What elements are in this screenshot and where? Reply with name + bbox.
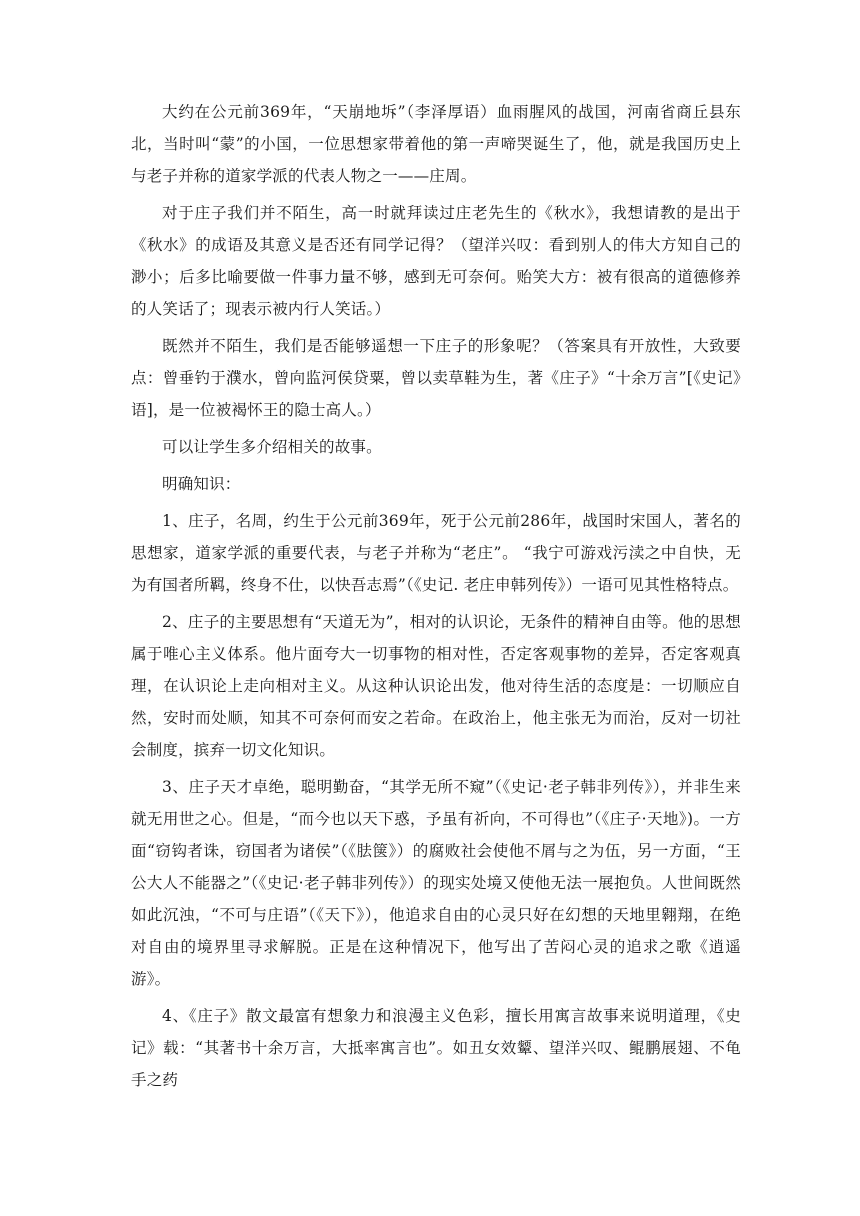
paragraph-intro: 大约在公元前369年，“天崩地坼”（李泽厚语）血雨腥风的战国，河南省商丘县东北，当时叫“蒙”的小国，一位思想家带着他的第一声啼哭诞生了，他，就是我国历史上与老子并称的道家学派的代表人物之一——庄周。 <box>131 103 741 185</box>
paragraph-point-4: 4、《庄子》散文最富有想象力和浪漫主义色彩，擅长用寓言故事来说明道理，《史记》载：“其著书十余万言，大抵率寓言也”。如丑女效颦、望洋兴叹、鲲鹏展翅、不龟手之药 <box>131 1007 741 1089</box>
paragraph-point-1: 1、庄子，名周，约生于公元前369年，死于公元前286年，战国时宋国人，著名的思想家，道家学派的重要代表，与老子并称为“老庄”。 “我宁可游戏污渎之中自快，无为有国者所羁，终身不仕，以快吾志焉”（《史记. 老庄申韩列传》）一语可见其性格特点。 <box>131 512 741 594</box>
paragraph-point-3: 3、庄子天才卓绝，聪明勤奋，“其学无所不窥”（《史记·老子韩非列传》），并非生来就无用世之心。但是，“而今也以天下惑，予虽有祈向，不可得也”（《庄子·天地》)。一方面“窃钩者诛，窃国者为诸侯”（《胠箧》）的腐败社会使他不屑与之为伍，另一方面，“王公大人不能器之”（《史记·老子韩非列传》）的现实处境又使他无法一展抱负。人世间既然如此沉浊，“不可与庄语”（《天下》），他追求自由的心灵只好在幻想的天地里翱翔，在绝对自由的境界里寻求解脱。正是在这种情况下，他写出了苦闷心灵的追求之歌《逍遥游》。 <box>131 778 741 988</box>
document-body <box>131 96 741 1101</box>
paragraph-point-2: 2、庄子的主要思想有“天道无为”，相对的认识论，无条件的精神自由等。他的思想属于唯心主义体系。他片面夸大一切事物的相对性，否定客观事物的差异，否定客观真理，在认识论上走向相对主义。从这种认识论出发，他对待生活的态度是：一切顺应自然，安时而处顺，知其不可奈何而安之若命。在政治上，他主张无为而治，反对一切社会制度，摈弃一切文化知识。 <box>131 613 741 759</box>
paragraph-stories: 可以让学生多介绍相关的故事。 <box>162 438 382 456</box>
paragraph-qiushui-question: 对于庄子我们并不陌生，高一时就拜读过庄老先生的《秋水》，我想请教的是出于《秋水》的成语及其意义是否还有同学记得？（望洋兴叹：看到别人的伟大方知自己的渺小；后多比喻要做一件事力量不够，感到无可奈何。贻笑大方：被有很高的道德修养的人笑话了；现表示被内行人笑话。） <box>131 204 741 318</box>
paragraph-image-question: 既然并不陌生，我们是否能够遥想一下庄子的形象呢？（答案具有开放性，大致要点：曾垂钓于濮水，曾向监河侯贷粟，曾以卖草鞋为生，著《庄子》“十余万言”[《史记》语]，是一位被褐怀王的隐士高人。） <box>131 337 741 419</box>
paragraph-knowledge-heading: 明确知识： <box>162 475 241 493</box>
